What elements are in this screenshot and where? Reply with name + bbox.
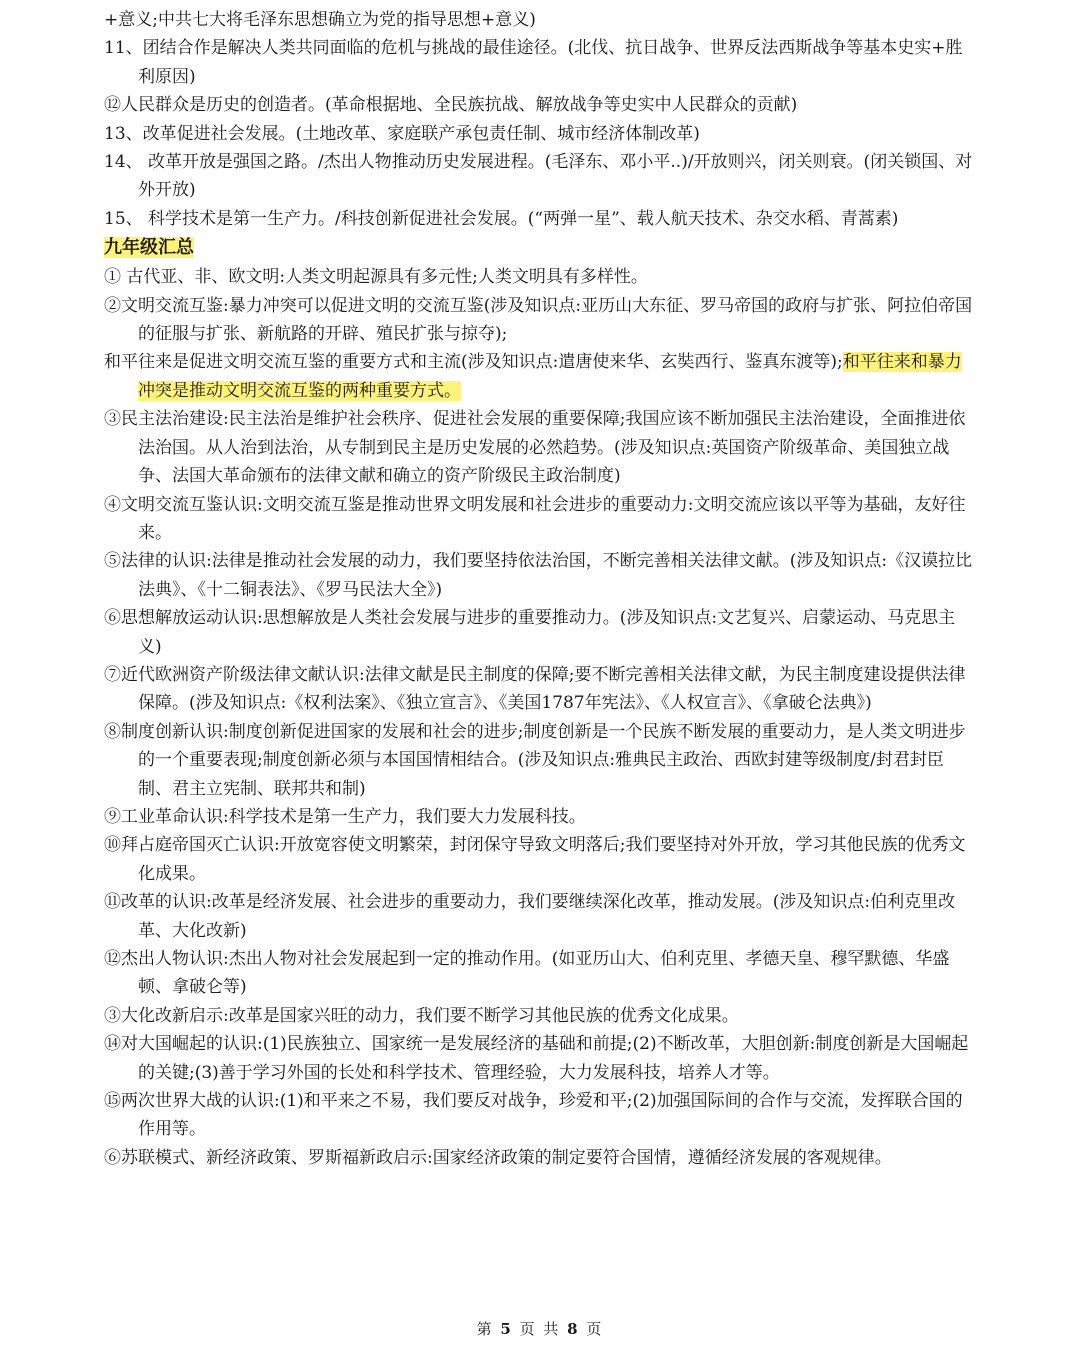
section-title — [104, 233, 974, 263]
text-line: +意义;中共七大将毛泽东思想确立为党的指导思想+意义) — [104, 10, 536, 30]
text-line: ⑫杰出人物认识:杰出人物对社会发展起到一定的推动作用。(如亚历山大、伯利克里、孝德天皇、穆罕默德、华盛顿、拿破仑等) — [104, 949, 950, 998]
text-line: ⑪改革的认识:改革是经济发展、社会进步的重要动力，我们要继续深化改革，推动发展。(涉及知识点:伯利克里改革、大化改新) — [104, 892, 956, 941]
text-line: ⑫人民群众是历史的创造者。(革命根据地、全民族抗战、解放战争等史实中人民群众的贡献) — [104, 95, 798, 116]
footer-suffix: 页 — [586, 1320, 604, 1338]
footer-middle: 页 共 — [519, 1320, 561, 1338]
current-page-number: 5 — [500, 1320, 513, 1338]
text-line: ③民主法治建设:民主法治是维护社会秩序、促进社会发展的重要保障;我国应该不断加强民主法治建设，全面推进依法治国。从人治到法治，从专制到民主是历史发展的必然趋势。(涉及知识点:英国资产阶级革命、美国独立战争、法国大革命颁布的法律文献和确立的资产阶级民主政治制度) — [104, 409, 966, 487]
document-body — [104, 6, 974, 1172]
line-text: 和平往来是促进文明交流互鉴的重要方式和主流(涉及知识点:遣唐使来华、玄奘西行、鉴真东渡等); — [104, 352, 843, 373]
text-line: ⑭对大国崛起的认识:(1)民族独立、国家统一是发展经济的基础和前提;(2)不断改革，大胆创新:制度创新是大国崛起的关键;(3)善于学习外国的长处和科学技术、管理经验，大力发展科技，培养人才等。 — [104, 1034, 969, 1083]
footer-prefix: 第 — [476, 1320, 494, 1338]
text-line: ① 古代亚、非、欧文明:人类文明起源具有多元性;人类文明具有多样性。 — [104, 267, 648, 288]
text-line: ⑦近代欧洲资产阶级法律文献认识:法律文献是民主制度的保障;要不断完善相关法律文献，为民主制度建设提供法律保障。(涉及知识点:《权利法案》、《独立宣言》、《美国1787年宪法》、《人权宣言》、《拿破仑法典》) — [104, 664, 966, 714]
text-line: ⑤法律的认识:法律是推动社会发展的动力，我们要坚持依法治国，不断完善相关法律文献。(涉及知识点:《汉谟拉比法典》、《十二铜表法》、《罗马民法大全》) — [104, 551, 973, 600]
text-line: ⑥思想解放运动认识:思想解放是人类社会发展与进步的重要推动力。(涉及知识点:文艺复兴、启蒙运动、马克思主义) — [104, 608, 956, 657]
text-line: ③大化改新启示:改革是国家兴旺的动力，我们要不断学习其他民族的优秀文化成果。 — [104, 1005, 739, 1026]
text-line: ②文明交流互鉴:暴力冲突可以促进文明的交流互鉴(涉及知识点:亚历山大东征、罗马帝国的政府与扩张、阿拉伯帝国的征服与扩张、新航路的开辟、殖民扩张与掠夺); — [104, 295, 973, 345]
text-line: ④文明交流互鉴认识:文明交流互鉴是推动世界文明发展和社会进步的重要动力:文明交流应该以平等为基础，友好往来。 — [104, 494, 966, 543]
text-line: 13、改革促进社会发展。(土地改革、家庭联产承包责任制、城市经济体制改革) — [104, 123, 700, 144]
text-line: 14、 改革开放是强国之路。/杰出人物推动历史发展进程。(毛泽东、邓小平..)/开放则兴，闭关则衰。(闭关锁国、对外开放) — [104, 152, 973, 201]
text-line: ⑩拜占庭帝国灭亡认识:开放宽容使文明繁荣，封闭保守导致文明落后;我们要坚持对外开放，学习其他民族的优秀文化成果。 — [104, 835, 966, 884]
text-line: 11、团结合作是解决人类共同面临的危机与挑战的最佳途径。(北伐、抗日战争、世界反法西斯战争等基本史实+胜利原因) — [104, 38, 963, 87]
page-footer — [0, 1318, 1080, 1339]
text-line: ⑧制度创新认识:制度创新促进国家的发展和社会的进步;制度创新是一个民族不断发展的重要动力，是人类文明进步的一个重要表现;制度创新必须与本国国情相结合。(涉及知识点:雅典民主政治、西欧封建等级制度/封君封臣制、君主立宪制、联邦共和制) — [104, 721, 966, 799]
section-title-highlight: 九年级汇总 — [104, 237, 194, 259]
text-line: ⑮两次世界大战的认识:(1)和平来之不易，我们要反对战争，珍爱和平;(2)加强国际间的合作与交流，发挥联合国的作用等。 — [104, 1091, 963, 1140]
text-line-with-highlight — [104, 348, 974, 405]
text-line: ⑨工业革命认识:科学技术是第一生产力，我们要大力发展科技。 — [104, 806, 586, 827]
text-line: ⑥苏联模式、新经济政策、罗斯福新政启示:国家经济政策的制定要符合国情，遵循经济发展的客观规律。 — [104, 1147, 892, 1168]
highlighted-text: 和平往来和暴力冲突是推动文明交流互鉴的两种重要方式。 — [138, 352, 962, 401]
text-line: 15、 科学技术是第一生产力。/科技创新促进社会发展。(“两弹一星”、载人航天技术、杂交水稻、青蒿素) — [104, 208, 899, 229]
total-page-number: 8 — [567, 1320, 580, 1338]
